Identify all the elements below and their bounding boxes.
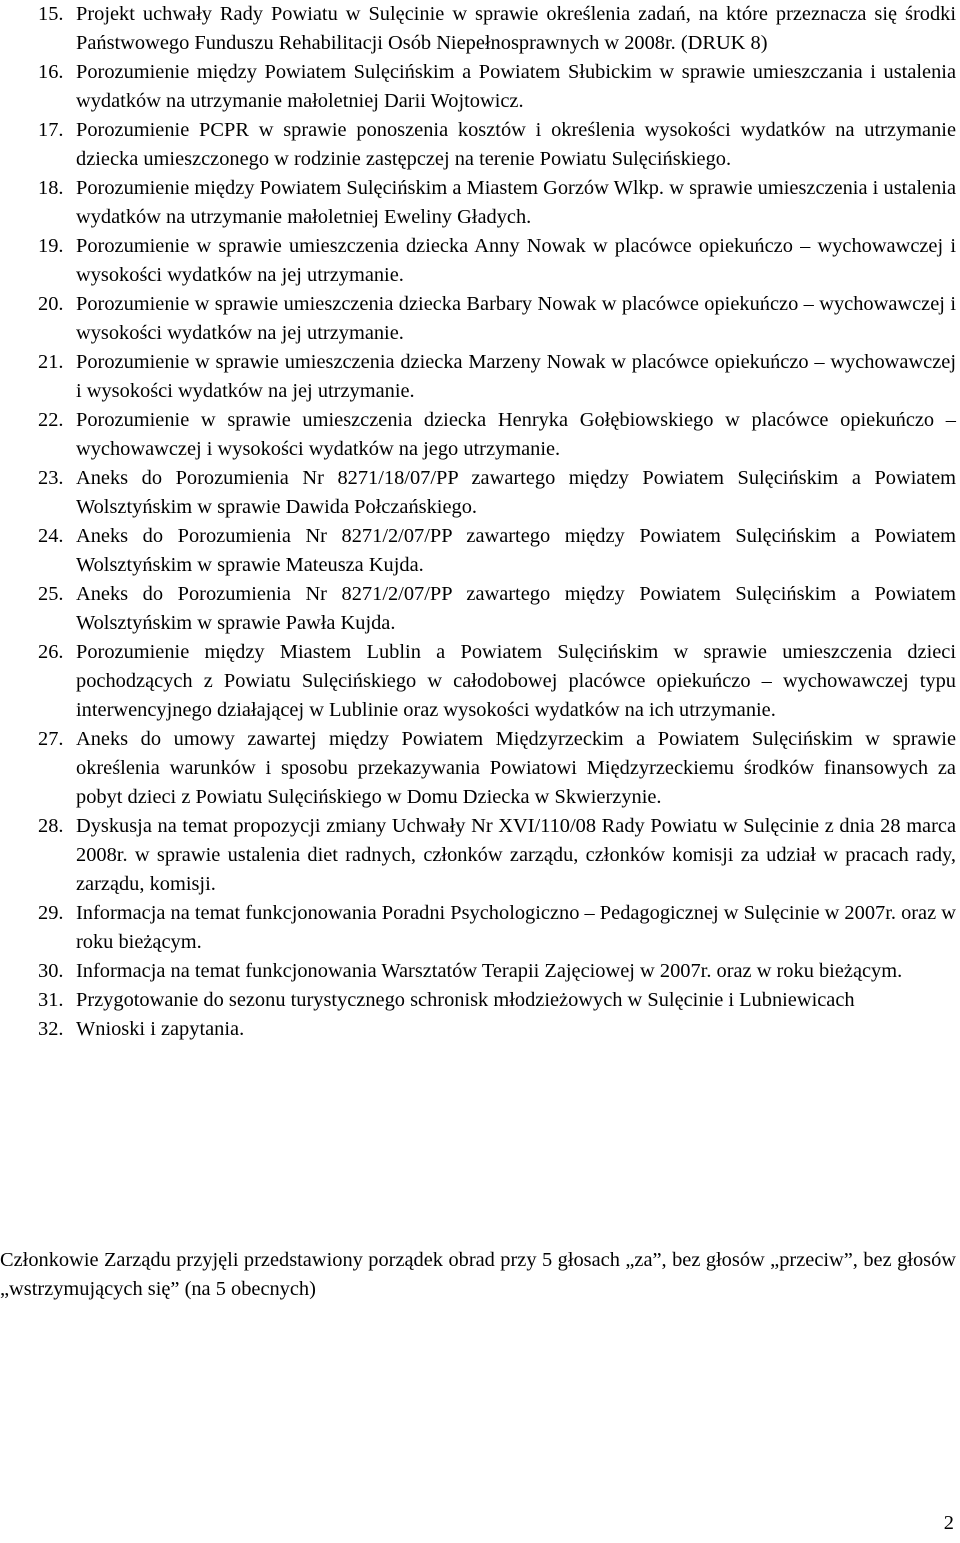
agenda-item-text: Przygotowanie do sezonu turystycznego schronisk młodzieżowych w Sulęcinie i Lubniewicach <box>76 989 855 1011</box>
agenda-item <box>0 957 956 986</box>
agenda-item-text: Porozumienie w sprawie umieszczenia dziecka Barbary Nowak w placówce opiekuńczo – wychowawczej i wysokości wydatków na jej utrzymanie. <box>76 293 956 344</box>
agenda-item-number: 27. <box>38 728 64 750</box>
agenda-item <box>0 174 956 232</box>
agenda-item-number: 17. <box>38 119 64 141</box>
agenda-item-text: Porozumienie w sprawie umieszczenia dziecka Marzeny Nowak w placówce opiekuńczo – wychowawczej i wysokości wydatków na jej utrzymanie. <box>76 351 956 402</box>
agenda-item-number: 19. <box>38 235 64 257</box>
agenda-item <box>0 406 956 464</box>
agenda-item <box>0 464 956 522</box>
agenda-item-text: Aneks do Porozumienia Nr 8271/2/07/PP zawartego między Powiatem Sulęcińskim a Powiatem Wolsztyńskim w sprawie Mateusza Kujda. <box>76 525 956 576</box>
agenda-item-number: 21. <box>38 351 64 373</box>
agenda-item-number: 30. <box>38 960 64 982</box>
agenda-item-number: 26. <box>38 641 64 663</box>
agenda-item-text: Porozumienie PCPR w sprawie ponoszenia kosztów i określenia wysokości wydatków na utrzymanie dziecka umieszczonego w rodzinie zastępczej na terenie Powiatu Sulęcińskiego. <box>76 119 956 170</box>
agenda-item <box>0 580 956 638</box>
agenda-item <box>0 522 956 580</box>
agenda-item-text: Aneks do Porozumienia Nr 8271/2/07/PP zawartego między Powiatem Sulęcińskim a Powiatem Wolsztyńskim w sprawie Pawła Kujda. <box>76 583 956 634</box>
agenda-item-number: 25. <box>38 583 64 605</box>
agenda-item <box>0 986 956 1015</box>
agenda-item-text: Porozumienie między Powiatem Sulęcińskim a Powiatem Słubickim w sprawie umieszczania i ustalenia wydatków na utrzymanie małoletniej Darii Wojtowicz. <box>76 61 956 112</box>
agenda-item <box>0 899 956 957</box>
agenda-item <box>0 1015 956 1044</box>
agenda-item-text: Informacja na temat funkcjonowania Poradni Psychologiczno – Pedagogicznej w Sulęcinie w 2007r. oraz w roku bieżącym. <box>76 902 956 953</box>
agenda-item-text: Informacja na temat funkcjonowania Warsztatów Terapii Zajęciowej w 2007r. oraz w roku bieżącym. <box>76 960 903 982</box>
agenda-item <box>0 348 956 406</box>
agenda-item-text: Porozumienie w sprawie umieszczenia dziecka Henryka Gołębiowskiego w placówce opiekuńczo – wychowawczej i wysokości wydatków na jego utrzymanie. <box>76 409 956 460</box>
agenda-item-number: 18. <box>38 177 64 199</box>
agenda-item-number: 32. <box>38 1018 64 1040</box>
agenda-item <box>0 116 956 174</box>
agenda-item-text: Porozumienie między Powiatem Sulęcińskim a Miastem Gorzów Wlkp. w sprawie umieszczenia i ustalenia wydatków na utrzymanie małoletniej Eweliny Gładych. <box>76 177 956 228</box>
agenda-item <box>0 0 956 58</box>
agenda-item-number: 29. <box>38 902 64 924</box>
page-number: 2 <box>943 1512 954 1534</box>
agenda-item-number: 28. <box>38 815 64 837</box>
agenda-item-number: 23. <box>38 467 64 489</box>
agenda-item <box>0 58 956 116</box>
agenda-item-text: Wnioski i zapytania. <box>76 1018 245 1040</box>
agenda-item-number: 15. <box>38 3 64 25</box>
agenda-item-number: 16. <box>38 61 64 83</box>
agenda-item-number: 31. <box>38 989 64 1011</box>
agenda-item-number: 20. <box>38 293 64 315</box>
summary-paragraph: Członkowie Zarządu przyjęli przedstawiony porządek obrad przy 5 głosach „za”, bez głosów „przeciw”, bez głosów „wstrzymujących się” (na 5 obecnych) <box>0 1249 956 1300</box>
agenda-item-text: Porozumienie między Miastem Lublin a Powiatem Sulęcińskim w sprawie umieszczenia dzieci pochodzących z Powiatu Sulęcińskiego w całodobowej placówce opiekuńczo – wychowawczej typu interwencyjnego działającej w Lublinie oraz wysokości wydatków na ich utrzymanie. <box>76 641 956 721</box>
agenda-item <box>0 232 956 290</box>
agenda-item-text: Aneks do Porozumienia Nr 8271/18/07/PP zawartego między Powiatem Sulęcińskim a Powiatem Wolsztyńskim w sprawie Dawida Połczańskiego. <box>76 467 956 518</box>
agenda-item <box>0 290 956 348</box>
agenda-item-text: Dyskusja na temat propozycji zmiany Uchwały Nr XVI/110/08 Rady Powiatu w Sulęcinie z dnia 28 marca 2008r. w sprawie ustalenia diet radnych, członków zarządu, członków komisji za udział w pracach rady, zarządu, komisji. <box>76 815 956 895</box>
agenda-item <box>0 812 956 899</box>
agenda-item-number: 24. <box>38 525 64 547</box>
agenda-item-number: 22. <box>38 409 64 431</box>
agenda-item <box>0 638 956 725</box>
agenda-item-text: Aneks do umowy zawartej między Powiatem Międzyrzeckim a Powiatem Sulęcińskim w sprawie określenia warunków i sposobu przekazywania Powiatowi Międzyrzeckiemu środków finansowych za pobyt dzieci z Powiatu Sulęcińskiego w Domu Dziecka w Skwierzynie. <box>76 728 956 808</box>
agenda-item <box>0 725 956 812</box>
agenda-item-text: Projekt uchwały Rady Powiatu w Sulęcinie w sprawie określenia zadań, na które przeznacza się środki Państwowego Funduszu Rehabilitacji Osób Niepełnosprawnych w 2008r. (DRUK 8) <box>76 3 956 54</box>
agenda-item-text: Porozumienie w sprawie umieszczenia dziecka Anny Nowak w placówce opiekuńczo – wychowawczej i wysokości wydatków na jej utrzymanie. <box>76 235 956 286</box>
